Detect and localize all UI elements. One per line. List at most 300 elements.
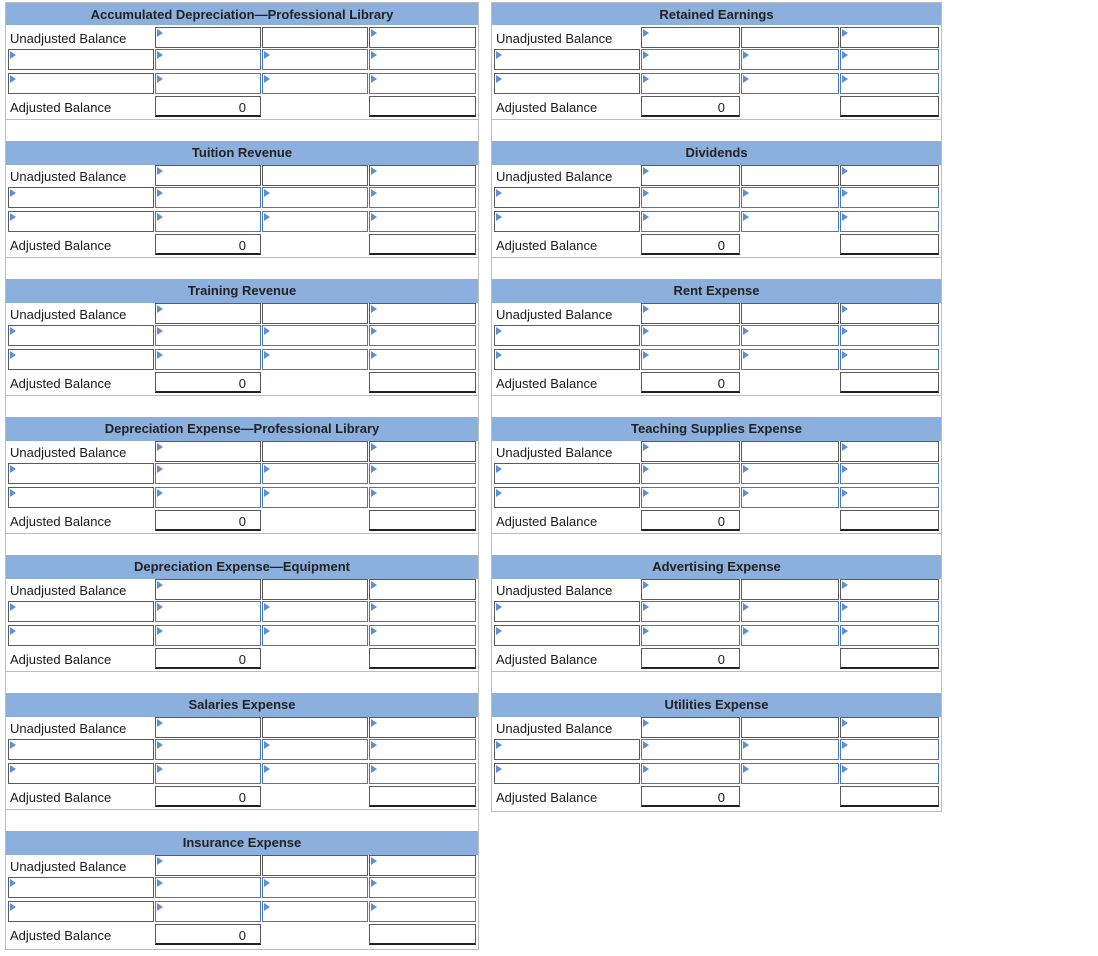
dropdown-marker-icon — [10, 189, 16, 197]
adjustment-amount-input[interactable] — [741, 325, 839, 346]
adjusted-balance-row — [6, 372, 478, 394]
dropdown-marker-icon — [157, 213, 163, 221]
adjustment-amount-input[interactable] — [641, 349, 740, 370]
dropdown-marker-icon — [743, 351, 749, 359]
adjustment-amount-input[interactable] — [369, 877, 476, 898]
adjustment-amount-input[interactable] — [369, 487, 476, 508]
adjustment-amount-input[interactable] — [840, 73, 939, 94]
unadjusted-credit-input[interactable] — [741, 441, 839, 462]
adjustment-amount-input[interactable] — [840, 739, 939, 760]
dropdown-marker-icon — [157, 489, 163, 497]
dropdown-marker-icon — [371, 879, 377, 887]
adjustment-amount-input[interactable] — [840, 463, 939, 484]
adjustment-amount-input[interactable] — [641, 739, 740, 760]
adjustment-amount-input[interactable] — [741, 625, 839, 646]
dropdown-marker-icon — [264, 903, 270, 911]
adjustment-amount-input[interactable] — [369, 349, 476, 370]
dropdown-marker-icon — [643, 351, 649, 359]
adjustment-entry-row — [492, 349, 941, 371]
t-account-depreciation-expense-professional-library — [6, 417, 478, 555]
adjusted-balance-value: 0 — [155, 510, 261, 531]
unadjusted-debit-input[interactable] — [155, 579, 261, 600]
unadjusted-debit-input[interactable] — [641, 165, 740, 186]
adjustment-amount-input[interactable] — [262, 901, 368, 922]
adjustment-amount-input[interactable] — [262, 601, 368, 622]
unadjusted-balance-label: Unadjusted Balance — [10, 169, 127, 184]
adjustment-amount-input[interactable] — [369, 601, 476, 622]
adjustment-amount-input[interactable] — [155, 73, 261, 94]
dropdown-marker-icon — [10, 327, 16, 335]
adjustment-amount-input[interactable] — [840, 763, 939, 784]
account-separator — [6, 671, 478, 694]
dropdown-marker-icon — [743, 213, 749, 221]
account-title: Insurance Expense — [6, 831, 478, 855]
unadjusted-amount-input[interactable] — [369, 717, 476, 738]
adjustment-amount-input[interactable] — [369, 49, 476, 70]
unadjusted-amount-input[interactable] — [840, 717, 939, 738]
unadjusted-debit-input[interactable] — [641, 303, 740, 324]
adjustment-amount-input[interactable] — [262, 325, 368, 346]
unadjusted-debit-input[interactable] — [641, 27, 740, 48]
unadjusted-credit-input[interactable] — [262, 27, 368, 48]
dropdown-marker-icon — [157, 443, 163, 451]
adjustment-amount-input[interactable] — [741, 763, 839, 784]
unadjusted-balance-label: Unadjusted Balance — [10, 445, 127, 460]
adjustment-amount-input[interactable] — [155, 901, 261, 922]
unadjusted-debit-input[interactable] — [641, 717, 740, 738]
unadjusted-amount-input[interactable] — [840, 441, 939, 462]
dropdown-marker-icon — [842, 213, 848, 221]
adjustment-amount-input[interactable] — [369, 901, 476, 922]
adjusted-balance-input[interactable] — [840, 648, 939, 669]
adjustment-entry-row — [6, 463, 478, 485]
adjusted-balance-input[interactable] — [840, 234, 939, 255]
adjustment-amount-input[interactable] — [155, 601, 261, 622]
dropdown-marker-icon — [157, 305, 163, 313]
adjustment-label-select[interactable] — [494, 625, 640, 646]
adjusted-balance-row — [492, 510, 941, 532]
adjustment-amount-input[interactable] — [155, 187, 261, 208]
adjusted-balance-row — [492, 372, 941, 394]
account-separator — [492, 119, 941, 142]
unadjusted-balance-label: Unadjusted Balance — [10, 31, 127, 46]
adjustment-amount-input[interactable] — [155, 487, 261, 508]
unadjusted-balance-row — [6, 579, 478, 601]
unadjusted-debit-input[interactable] — [155, 855, 261, 876]
adjusted-balance-value: 0 — [641, 786, 740, 807]
adjusted-balance-input[interactable] — [369, 510, 476, 531]
adjustment-amount-input[interactable] — [155, 763, 261, 784]
adjustment-amount-input[interactable] — [741, 49, 839, 70]
dropdown-marker-icon — [743, 489, 749, 497]
adjusted-balance-input[interactable] — [369, 786, 476, 807]
adjustment-label-select[interactable] — [494, 601, 640, 622]
unadjusted-balance-row — [6, 441, 478, 463]
dropdown-marker-icon — [157, 857, 163, 865]
adjusted-balance-label: Adjusted Balance — [496, 790, 598, 805]
adjustment-amount-input[interactable] — [369, 325, 476, 346]
adjusted-balance-input[interactable] — [840, 96, 939, 117]
adjustment-label-select[interactable] — [494, 349, 640, 370]
unadjusted-credit-input[interactable] — [262, 441, 368, 462]
unadjusted-balance-row — [6, 165, 478, 187]
adjustment-amount-input[interactable] — [262, 463, 368, 484]
adjustment-entry-row — [492, 739, 941, 761]
adjustment-amount-input[interactable] — [262, 877, 368, 898]
dropdown-marker-icon — [371, 581, 377, 589]
unadjusted-amount-input[interactable] — [369, 303, 476, 324]
dropdown-marker-icon — [371, 857, 377, 865]
adjustment-entry-row — [492, 601, 941, 623]
adjustment-amount-input[interactable] — [741, 739, 839, 760]
adjustment-label-select[interactable] — [8, 877, 154, 898]
adjustment-amount-input[interactable] — [840, 487, 939, 508]
adjustment-amount-input[interactable] — [369, 211, 476, 232]
adjustment-label-select[interactable] — [8, 211, 154, 232]
dropdown-marker-icon — [496, 75, 502, 83]
adjustment-label-select[interactable] — [8, 601, 154, 622]
unadjusted-balance-label: Unadjusted Balance — [496, 721, 613, 736]
unadjusted-amount-input[interactable] — [369, 579, 476, 600]
dropdown-marker-icon — [10, 741, 16, 749]
adjustment-amount-input[interactable] — [741, 187, 839, 208]
adjustment-label-select[interactable] — [494, 73, 640, 94]
adjustment-amount-input[interactable] — [155, 463, 261, 484]
unadjusted-credit-input[interactable] — [741, 165, 839, 186]
adjustment-label-select[interactable] — [8, 487, 154, 508]
dropdown-marker-icon — [264, 765, 270, 773]
unadjusted-balance-row — [6, 855, 478, 877]
unadjusted-balance-label: Unadjusted Balance — [10, 583, 127, 598]
unadjusted-balance-row — [492, 441, 941, 463]
adjustment-label-select[interactable] — [8, 73, 154, 94]
t-account-teaching-supplies-expense — [492, 417, 941, 555]
adjustment-label-select[interactable] — [8, 625, 154, 646]
adjustment-label-select[interactable] — [494, 763, 640, 784]
adjusted-balance-input[interactable] — [369, 924, 476, 945]
dropdown-marker-icon — [264, 213, 270, 221]
dropdown-marker-icon — [264, 465, 270, 473]
adjustment-entry-row — [6, 73, 478, 95]
dropdown-marker-icon — [157, 75, 163, 83]
adjustment-label-select[interactable] — [494, 211, 640, 232]
dropdown-marker-icon — [842, 189, 848, 197]
t-account-rent-expense — [492, 279, 941, 417]
account-separator — [492, 395, 941, 418]
adjusted-balance-value: 0 — [155, 924, 261, 945]
adjusted-balance-value: 0 — [155, 648, 261, 669]
adjustment-amount-input[interactable] — [840, 211, 939, 232]
t-account-insurance-expense — [6, 831, 478, 947]
unadjusted-credit-input[interactable] — [262, 303, 368, 324]
dropdown-marker-icon — [371, 443, 377, 451]
adjustment-amount-input[interactable] — [641, 325, 740, 346]
adjustment-label-select[interactable] — [494, 325, 640, 346]
account-separator — [6, 809, 478, 832]
unadjusted-amount-input[interactable] — [840, 165, 939, 186]
adjustment-label-select[interactable] — [8, 349, 154, 370]
adjusted-balance-input[interactable] — [840, 372, 939, 393]
dropdown-marker-icon — [157, 765, 163, 773]
adjustment-amount-input[interactable] — [369, 739, 476, 760]
unadjusted-balance-label: Unadjusted Balance — [10, 721, 127, 736]
dropdown-marker-icon — [10, 603, 16, 611]
dropdown-marker-icon — [496, 213, 502, 221]
adjusted-balance-label: Adjusted Balance — [10, 514, 112, 529]
dropdown-marker-icon — [10, 489, 16, 497]
dropdown-marker-icon — [371, 29, 377, 37]
dropdown-marker-icon — [371, 351, 377, 359]
dropdown-marker-icon — [157, 51, 163, 59]
dropdown-marker-icon — [264, 741, 270, 749]
adjustment-amount-input[interactable] — [641, 211, 740, 232]
t-account-utilities-expense — [492, 693, 941, 809]
adjustment-entry-row — [492, 325, 941, 347]
unadjusted-credit-input[interactable] — [741, 579, 839, 600]
dropdown-marker-icon — [842, 351, 848, 359]
adjusted-balance-input[interactable] — [369, 234, 476, 255]
adjusted-balance-row — [6, 786, 478, 808]
account-title: Training Revenue — [6, 279, 478, 303]
unadjusted-amount-input[interactable] — [369, 165, 476, 186]
adjustment-amount-input[interactable] — [369, 625, 476, 646]
unadjusted-debit-input[interactable] — [155, 717, 261, 738]
adjusted-balance-input[interactable] — [840, 510, 939, 531]
adjustment-amount-input[interactable] — [840, 349, 939, 370]
unadjusted-balance-row — [6, 717, 478, 739]
dropdown-marker-icon — [842, 627, 848, 635]
unadjusted-credit-input[interactable] — [262, 717, 368, 738]
unadjusted-debit-input[interactable] — [155, 441, 261, 462]
adjustment-amount-input[interactable] — [262, 73, 368, 94]
adjustment-amount-input[interactable] — [741, 349, 839, 370]
adjustment-amount-input[interactable] — [262, 211, 368, 232]
dropdown-marker-icon — [842, 765, 848, 773]
dropdown-marker-icon — [743, 627, 749, 635]
adjustment-amount-input[interactable] — [262, 49, 368, 70]
adjustment-label-select[interactable] — [8, 901, 154, 922]
unadjusted-balance-row — [6, 27, 478, 49]
dropdown-marker-icon — [10, 627, 16, 635]
account-title: Retained Earnings — [492, 3, 941, 25]
dropdown-marker-icon — [371, 213, 377, 221]
adjustment-entry-row — [6, 349, 478, 371]
adjustment-amount-input[interactable] — [840, 187, 939, 208]
adjustment-entry-row — [6, 601, 478, 623]
adjusted-balance-input[interactable] — [369, 648, 476, 669]
dropdown-marker-icon — [496, 189, 502, 197]
adjustment-entry-row — [6, 487, 478, 509]
adjustment-label-select[interactable] — [494, 739, 640, 760]
dropdown-marker-icon — [643, 51, 649, 59]
unadjusted-debit-input[interactable] — [155, 303, 261, 324]
adjustment-amount-input[interactable] — [155, 325, 261, 346]
adjusted-balance-label: Adjusted Balance — [496, 652, 598, 667]
dropdown-marker-icon — [842, 167, 848, 175]
t-account-depreciation-expense-equipment — [6, 555, 478, 693]
adjusted-balance-row — [6, 234, 478, 256]
adjustment-amount-input[interactable] — [840, 325, 939, 346]
adjustment-label-select[interactable] — [8, 763, 154, 784]
adjustment-label-select[interactable] — [494, 187, 640, 208]
unadjusted-credit-input[interactable] — [262, 165, 368, 186]
unadjusted-debit-input[interactable] — [155, 27, 261, 48]
account-title: Salaries Expense — [6, 693, 478, 717]
unadjusted-balance-row — [492, 303, 941, 325]
adjustment-amount-input[interactable] — [262, 739, 368, 760]
adjustment-amount-input[interactable] — [641, 625, 740, 646]
t-account-training-revenue — [6, 279, 478, 417]
adjustment-amount-input[interactable] — [155, 211, 261, 232]
dropdown-marker-icon — [496, 765, 502, 773]
adjustment-amount-input[interactable] — [641, 49, 740, 70]
unadjusted-balance-row — [492, 579, 941, 601]
t-account-accumulated-depreciation-professional-library — [6, 3, 478, 141]
dropdown-marker-icon — [264, 189, 270, 197]
unadjusted-credit-input[interactable] — [741, 27, 839, 48]
dropdown-marker-icon — [496, 741, 502, 749]
adjustment-amount-input[interactable] — [369, 463, 476, 484]
account-title: Tuition Revenue — [6, 141, 478, 165]
adjustment-label-select[interactable] — [494, 463, 640, 484]
adjustment-label-select[interactable] — [8, 463, 154, 484]
dropdown-marker-icon — [10, 903, 16, 911]
unadjusted-amount-input[interactable] — [840, 579, 939, 600]
adjustment-amount-input[interactable] — [155, 625, 261, 646]
adjustment-entry-row — [492, 487, 941, 509]
unadjusted-amount-input[interactable] — [369, 441, 476, 462]
adjusted-balance-input[interactable] — [840, 786, 939, 807]
unadjusted-credit-input[interactable] — [262, 579, 368, 600]
adjusted-balance-row — [6, 648, 478, 670]
adjustment-label-select[interactable] — [8, 325, 154, 346]
dropdown-marker-icon — [743, 465, 749, 473]
unadjusted-credit-input[interactable] — [741, 717, 839, 738]
dropdown-marker-icon — [643, 189, 649, 197]
adjusted-balance-input[interactable] — [369, 372, 476, 393]
dropdown-marker-icon — [157, 741, 163, 749]
adjustment-entry-row — [492, 625, 941, 647]
adjustment-amount-input[interactable] — [641, 601, 740, 622]
dropdown-marker-icon — [496, 627, 502, 635]
dropdown-marker-icon — [643, 765, 649, 773]
dropdown-marker-icon — [643, 305, 649, 313]
adjustment-amount-input[interactable] — [641, 487, 740, 508]
dropdown-marker-icon — [643, 581, 649, 589]
adjustment-label-select[interactable] — [494, 487, 640, 508]
account-separator — [6, 257, 478, 280]
adjustment-amount-input[interactable] — [741, 487, 839, 508]
adjustment-amount-input[interactable] — [741, 73, 839, 94]
dropdown-marker-icon — [371, 327, 377, 335]
adjusted-balance-input[interactable] — [369, 96, 476, 117]
adjustment-amount-input[interactable] — [741, 211, 839, 232]
dropdown-marker-icon — [371, 627, 377, 635]
dropdown-marker-icon — [371, 465, 377, 473]
account-separator — [492, 257, 941, 280]
unadjusted-credit-input[interactable] — [741, 303, 839, 324]
adjustment-amount-input[interactable] — [641, 463, 740, 484]
dropdown-marker-icon — [842, 741, 848, 749]
t-account-retained-earnings — [492, 3, 941, 141]
adjustment-amount-input[interactable] — [641, 187, 740, 208]
dropdown-marker-icon — [10, 765, 16, 773]
adjustment-amount-input[interactable] — [641, 763, 740, 784]
adjusted-balance-label: Adjusted Balance — [10, 238, 112, 253]
adjusted-balance-row — [492, 96, 941, 118]
dropdown-marker-icon — [643, 465, 649, 473]
adjustment-label-select[interactable] — [494, 49, 640, 70]
adjustment-amount-input[interactable] — [369, 73, 476, 94]
unadjusted-amount-input[interactable] — [369, 855, 476, 876]
adjustment-amount-input[interactable] — [369, 187, 476, 208]
dropdown-marker-icon — [10, 465, 16, 473]
adjustment-label-select[interactable] — [8, 187, 154, 208]
adjustment-entry-row — [492, 763, 941, 785]
adjustment-amount-input[interactable] — [741, 601, 839, 622]
unadjusted-debit-input[interactable] — [155, 165, 261, 186]
adjustment-entry-row — [6, 901, 478, 923]
adjustment-amount-input[interactable] — [840, 601, 939, 622]
adjusted-balance-label: Adjusted Balance — [10, 652, 112, 667]
unadjusted-amount-input[interactable] — [840, 303, 939, 324]
adjustment-amount-input[interactable] — [840, 49, 939, 70]
adjustment-amount-input[interactable] — [262, 349, 368, 370]
unadjusted-debit-input[interactable] — [641, 441, 740, 462]
dropdown-marker-icon — [371, 75, 377, 83]
adjustment-amount-input[interactable] — [641, 73, 740, 94]
adjustment-amount-input[interactable] — [262, 625, 368, 646]
unadjusted-amount-input[interactable] — [369, 27, 476, 48]
dropdown-marker-icon — [643, 719, 649, 727]
dropdown-marker-icon — [10, 51, 16, 59]
adjustment-label-select[interactable] — [8, 49, 154, 70]
adjustment-amount-input[interactable] — [741, 463, 839, 484]
unadjusted-credit-input[interactable] — [262, 855, 368, 876]
dropdown-marker-icon — [371, 765, 377, 773]
adjustment-amount-input[interactable] — [155, 877, 261, 898]
adjustment-amount-input[interactable] — [155, 739, 261, 760]
adjustment-amount-input[interactable] — [262, 763, 368, 784]
dropdown-marker-icon — [157, 581, 163, 589]
adjusted-balance-value: 0 — [641, 96, 740, 117]
adjustment-amount-input[interactable] — [840, 625, 939, 646]
unadjusted-balance-label: Unadjusted Balance — [10, 859, 127, 874]
adjustment-amount-input[interactable] — [369, 763, 476, 784]
unadjusted-debit-input[interactable] — [641, 579, 740, 600]
adjustment-label-select[interactable] — [8, 739, 154, 760]
adjusted-balance-row — [6, 96, 478, 118]
adjusted-balance-label: Adjusted Balance — [10, 376, 112, 391]
dropdown-marker-icon — [157, 351, 163, 359]
adjustment-entry-row — [6, 211, 478, 233]
adjusted-balance-label: Adjusted Balance — [10, 790, 112, 805]
dropdown-marker-icon — [743, 765, 749, 773]
dropdown-marker-icon — [643, 489, 649, 497]
dropdown-marker-icon — [371, 719, 377, 727]
dropdown-marker-icon — [743, 75, 749, 83]
adjustment-entry-row — [6, 877, 478, 899]
adjustment-amount-input[interactable] — [262, 187, 368, 208]
unadjusted-amount-input[interactable] — [840, 27, 939, 48]
adjustment-amount-input[interactable] — [155, 49, 261, 70]
dropdown-marker-icon — [264, 603, 270, 611]
adjustment-amount-input[interactable] — [155, 349, 261, 370]
account-title: Dividends — [492, 141, 941, 165]
dropdown-marker-icon — [496, 465, 502, 473]
adjustment-amount-input[interactable] — [262, 487, 368, 508]
dropdown-marker-icon — [842, 443, 848, 451]
